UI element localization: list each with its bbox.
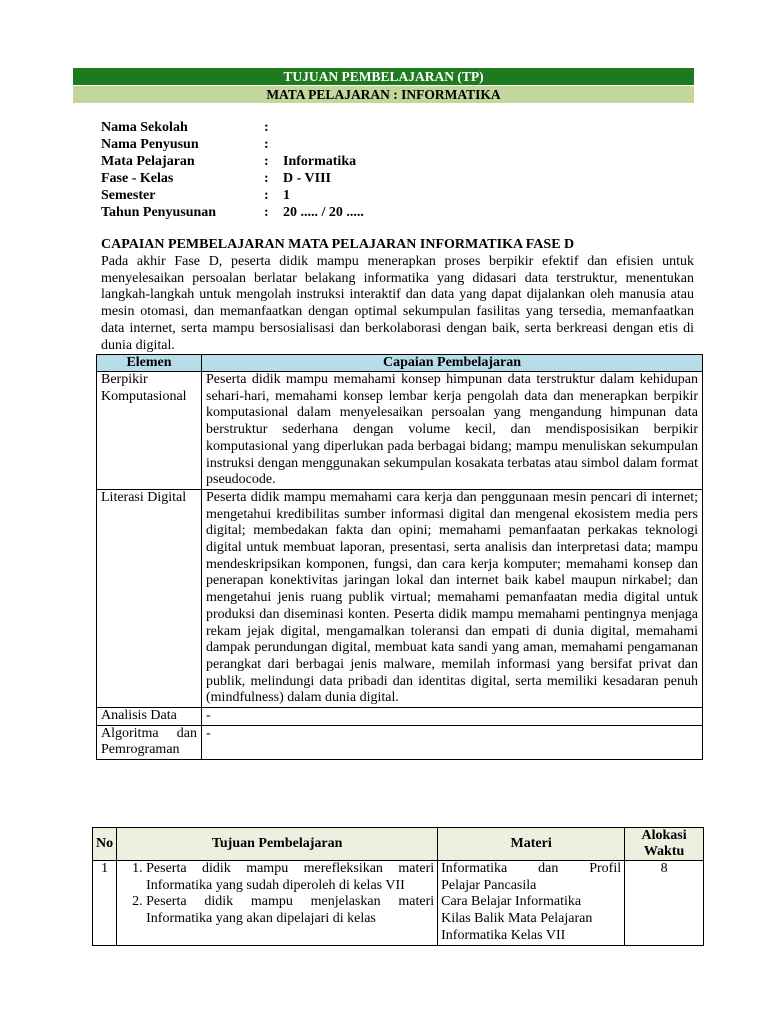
info-value: 1	[283, 188, 290, 203]
info-row-school	[101, 119, 364, 136]
capaian-cell: Peserta didik mampu memahami cara kerja dan penggunaan mesin pencari di internet; mengetahui kredibilitas sumber informasi digital dan mengenal ekosistem media pers digital; membedakan fakta dan opini; memahami pemanfaatan perkakas teknologi digital untuk membuat laporan, presentasi, serta analisis dan interpretasi data; mampu mendeskripsikan komponen, fungsi, dan cara kerja komputer; memahami konsep dan penerapan konektivitas jaringan lokal dan internet baik kabel maupun nirkabel; dan mengetahui jenis ruang publik virtual; memahami pemanfaatan media digital untuk produksi dan diseminasi konten. Peserta didik mampu memahami pentingnya menjaga rekam jejak digital, mengamalkan toleransi dan empati di dunia digital, memahami dampak perundungan digital, membuat kata sandi yang aman, memahami pengamanan perangkat dari berbagai jenis malware, memilah informasi yang bersifat privat dan publik, melindungi data pribadi dan identitas digital, serta memiliki kesadaran penuh (mindfulness) dalam dunia digital.	[202, 489, 703, 707]
table-row	[97, 708, 703, 726]
elemen-line: Pemrograman	[101, 742, 180, 758]
capaian-heading: CAPAIAN PEMBELAJARAN MATA PELAJARAN INFORMATIKA FASE D	[101, 237, 575, 252]
elemen-cell	[97, 725, 202, 759]
info-label: Semester	[101, 188, 156, 203]
capaian-cell: -	[202, 708, 703, 726]
table-row	[97, 489, 703, 707]
info-row-year	[101, 204, 364, 221]
info-colon: :	[264, 120, 269, 135]
header-capaian: Capaian Pembelajaran	[202, 355, 703, 372]
table-row	[93, 861, 704, 946]
capaian-cell: -	[202, 725, 703, 759]
capaian-intro: Pada akhir Fase D, peserta didik mampu menerapkan proses berpikir efektif dan efisien untuk menyelesaikan persoalan berlatar belakang informatika yang didasari data terstruktur, menentukan langkah-langkah untuk mengolah instruksi interaktif dan data yang dapat dijalankan oleh manusia atau mesin otomasi, dan memanfaatkan dengan optimal sekumpulan fasilitas yang tersedia, memanfaatkan data internet, serta mampu bersosialisasi dan berkolaborasi dengan baik, serta berkreasi dengan etis di dunia digital.	[101, 254, 694, 353]
list-item: 1. Peserta didik mampu merefleksikan materi Informatika yang sudah diperoleh di kelas VII	[146, 861, 434, 894]
header-alokasi-line: Waktu	[643, 844, 685, 859]
materi-line: Pelajar Pancasila	[441, 877, 537, 893]
header-alokasi-line: Alokasi	[641, 828, 687, 843]
elemen-cell: Analisis Data	[97, 708, 202, 726]
info-row-phase	[101, 170, 364, 187]
info-label: Nama Sekolah	[101, 120, 188, 135]
info-row-semester	[101, 187, 364, 204]
tujuan-table	[92, 827, 704, 946]
identity-block	[101, 119, 364, 221]
info-colon: :	[264, 154, 269, 169]
alokasi-cell: 8	[625, 861, 704, 946]
materi-line: Informatika dan Profil	[441, 861, 622, 876]
tujuan-list	[120, 861, 434, 928]
header-materi: Materi	[438, 828, 625, 861]
info-colon: :	[264, 205, 269, 220]
info-label: Fase - Kelas	[101, 171, 174, 186]
table-row	[97, 725, 703, 759]
table-header-row	[93, 828, 704, 861]
info-label: Tahun Penyusunan	[101, 205, 217, 220]
info-value: 20 ..... / 20 .....	[283, 205, 364, 220]
materi-cell	[438, 861, 625, 946]
info-value: Informatika	[283, 154, 357, 169]
info-colon: :	[264, 188, 269, 203]
tujuan-cell	[117, 861, 438, 946]
no-cell: 1	[93, 861, 117, 946]
elemen-table	[96, 354, 703, 760]
list-item: 2. Peserta didik mampu menjelaskan materi Informatika yang akan dipelajari di kelas	[146, 894, 434, 927]
capaian-cell: Peserta didik mampu memahami konsep himpunan data terstruktur dalam kehidupan sehari-hari, memahami konsep lembar kerja pengolah data dan menerapkan berpikir komputasional dalam menyelesaikan persoalan yang mengandung himpunan data berstruktur sederhana dengan volume kecil, dan mendisposisikan berpikir komputasional yang diperlukan pada berbagai bidang; mampu menuliskan sekumpulan instruksi dengan menggunakan sekumpulan kosakata terbatas atau simbol dalam format pseudocode.	[202, 372, 703, 490]
header-alokasi	[625, 828, 704, 861]
header-no: No	[93, 828, 117, 861]
info-label: Mata Pelajaran	[101, 154, 195, 169]
info-row-author	[101, 136, 364, 153]
info-row-subject	[101, 153, 364, 170]
materi-line: Cara Belajar Informatika	[441, 894, 582, 910]
header-elemen: Elemen	[97, 355, 202, 372]
info-colon: :	[264, 137, 269, 152]
table-header-row	[97, 355, 703, 372]
elemen-cell: Berpikir Komputasional	[97, 372, 202, 490]
header-tujuan: Tujuan Pembelajaran	[117, 828, 438, 861]
materi-line: Kilas Balik Mata Pelajaran	[441, 911, 593, 927]
info-colon: :	[264, 171, 269, 186]
table-row	[97, 372, 703, 490]
document-subtitle: MATA PELAJARAN : INFORMATIKA	[73, 86, 694, 103]
info-label: Nama Penyusun	[101, 137, 199, 152]
materi-line: Informatika Kelas VII	[441, 927, 566, 943]
elemen-line: Algoritma dan	[101, 725, 197, 741]
document-title: TUJUAN PEMBELAJARAN (TP)	[73, 68, 694, 85]
info-value: D - VIII	[283, 171, 331, 186]
elemen-cell: Literasi Digital	[97, 489, 202, 707]
